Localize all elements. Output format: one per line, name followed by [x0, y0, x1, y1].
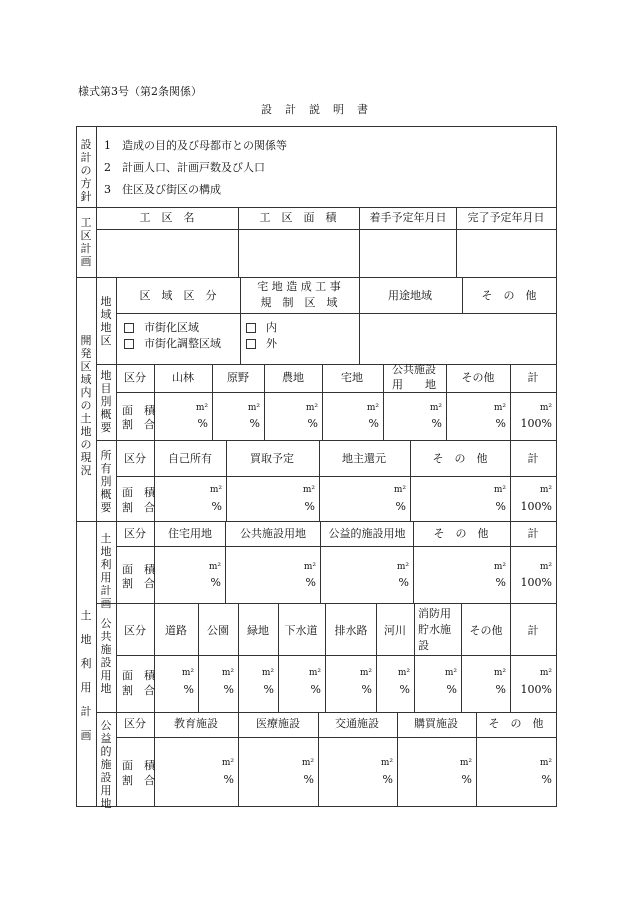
landuse-header-total: 計 [527, 527, 539, 540]
status-label: 開発区域内の土地の現況 [80, 334, 92, 477]
owner-area-label: 面 積 [122, 486, 155, 499]
public-ratio-label: 割 合 [122, 684, 155, 697]
owner-label: 所有別概要 [100, 449, 112, 514]
public-header-road: 道路 [165, 624, 187, 637]
owner-header-own: 自己所有 [168, 452, 212, 465]
owner-header-return: 地主還元 [342, 452, 386, 465]
landcat-area-label: 面 積 [122, 404, 155, 417]
plan-label: 土地利用計画 [80, 609, 92, 742]
landuse-ratio-label: 割 合 [122, 577, 155, 590]
checkbox-inside[interactable]: 内 [246, 322, 277, 333]
policy-item-1: 1 造成の目的及び母都市との関係等 [104, 139, 287, 152]
landuse-header-other: そ の 他 [433, 527, 489, 540]
policy-item-2: 2 計画人口、計画戸数及び人口 [104, 161, 265, 174]
benefit-header-category: 区分 [124, 717, 146, 730]
public-header-drain: 排水路 [334, 624, 368, 637]
district-header-name: 工 区 名 [139, 211, 195, 224]
page-title: 設 計 説 明 書 [261, 103, 369, 116]
landuse-label: 土地利用計画 [100, 532, 112, 610]
checkbox-urbanization-control[interactable]: 市街化調整区域 [124, 338, 221, 349]
checkbox-icon [124, 339, 134, 349]
district-label: 工区計画 [80, 216, 92, 268]
benefit-header-shopping: 購買施設 [414, 717, 458, 730]
district-header-end: 完了予定年月日 [467, 211, 545, 224]
form-number: 様式第3号（第2条関係） [78, 85, 202, 98]
public-header-fire-3: 設 [418, 639, 429, 652]
public-area-label: 面 積 [122, 669, 155, 682]
benefit-label: 公益的施設用地 [100, 719, 112, 810]
landcat-header-category: 区分 [124, 371, 146, 384]
public-label: 公共施設用地 [100, 617, 112, 695]
landcat-header-public-2: 用 地 [392, 378, 436, 391]
landcat-header-total: 計 [527, 371, 539, 384]
checkbox-outside[interactable]: 外 [246, 338, 277, 349]
public-header-other: その他 [469, 624, 503, 637]
zone-header-regulation-1: 宅 地 造 成 工 事 [257, 280, 341, 293]
landuse-area-label: 面 積 [122, 563, 155, 576]
district-header-area: 工 区 面 積 [259, 211, 337, 224]
benefit-header-other: そ の 他 [488, 717, 544, 730]
zone-header-use: 用途地域 [388, 289, 432, 302]
owner-header-other: そ の 他 [432, 452, 488, 465]
landuse-header-benefit: 公益的施設用地 [328, 527, 406, 540]
landuse-header-residential: 住宅用地 [168, 527, 212, 540]
landcat-header-wild: 原野 [227, 371, 249, 384]
landcat-header-public-1: 公共施設 [392, 363, 436, 376]
landuse-header-public: 公共施設用地 [240, 527, 306, 540]
public-header-fire-1: 消防用 [418, 607, 451, 620]
public-header-fire-2: 貯水施 [418, 623, 451, 636]
benefit-header-education: 教育施設 [174, 717, 218, 730]
public-header-category: 区分 [124, 624, 146, 637]
zone-header-regulation-2: 規 制 区 域 [260, 296, 338, 309]
public-header-park: 公園 [207, 624, 229, 637]
landcat-header-forest: 山林 [172, 371, 194, 384]
zone-label: 地域地区 [100, 295, 112, 347]
landcat-header-other: その他 [461, 371, 495, 384]
landuse-header-category: 区分 [124, 527, 146, 540]
checkbox-icon [124, 323, 134, 333]
zone-header-area: 区 域 区 分 [139, 289, 217, 302]
public-header-green: 緑地 [247, 624, 269, 637]
checkbox-urbanization[interactable]: 市街化区域 [124, 322, 199, 333]
landcat-ratio-label: 割 合 [122, 418, 155, 431]
public-header-sewer: 下水道 [284, 624, 318, 637]
benefit-header-medical: 医療施設 [256, 717, 300, 730]
landcat-header-farm: 農地 [282, 371, 304, 384]
checkbox-icon [246, 339, 256, 349]
owner-header-purchase: 買取予定 [250, 452, 294, 465]
benefit-area-label: 面 積 [122, 759, 155, 772]
checkbox-icon [246, 323, 256, 333]
owner-ratio-label: 割 合 [122, 501, 155, 514]
owner-header-total: 計 [527, 452, 539, 465]
public-header-river: 河川 [384, 624, 406, 637]
landcat-label: 地目別概要 [100, 369, 112, 434]
policy-label: 設計の方針 [80, 138, 92, 203]
zone-header-other: そ の 他 [481, 289, 537, 302]
policy-item-3: 3 住区及び街区の構成 [104, 183, 221, 196]
benefit-header-transport: 交通施設 [335, 717, 379, 730]
benefit-ratio-label: 割 合 [122, 774, 155, 787]
public-header-total: 計 [527, 624, 539, 637]
district-header-start: 着手予定年月日 [369, 211, 447, 224]
owner-header-category: 区分 [124, 452, 146, 465]
landcat-header-residential: 宅地 [341, 371, 363, 384]
